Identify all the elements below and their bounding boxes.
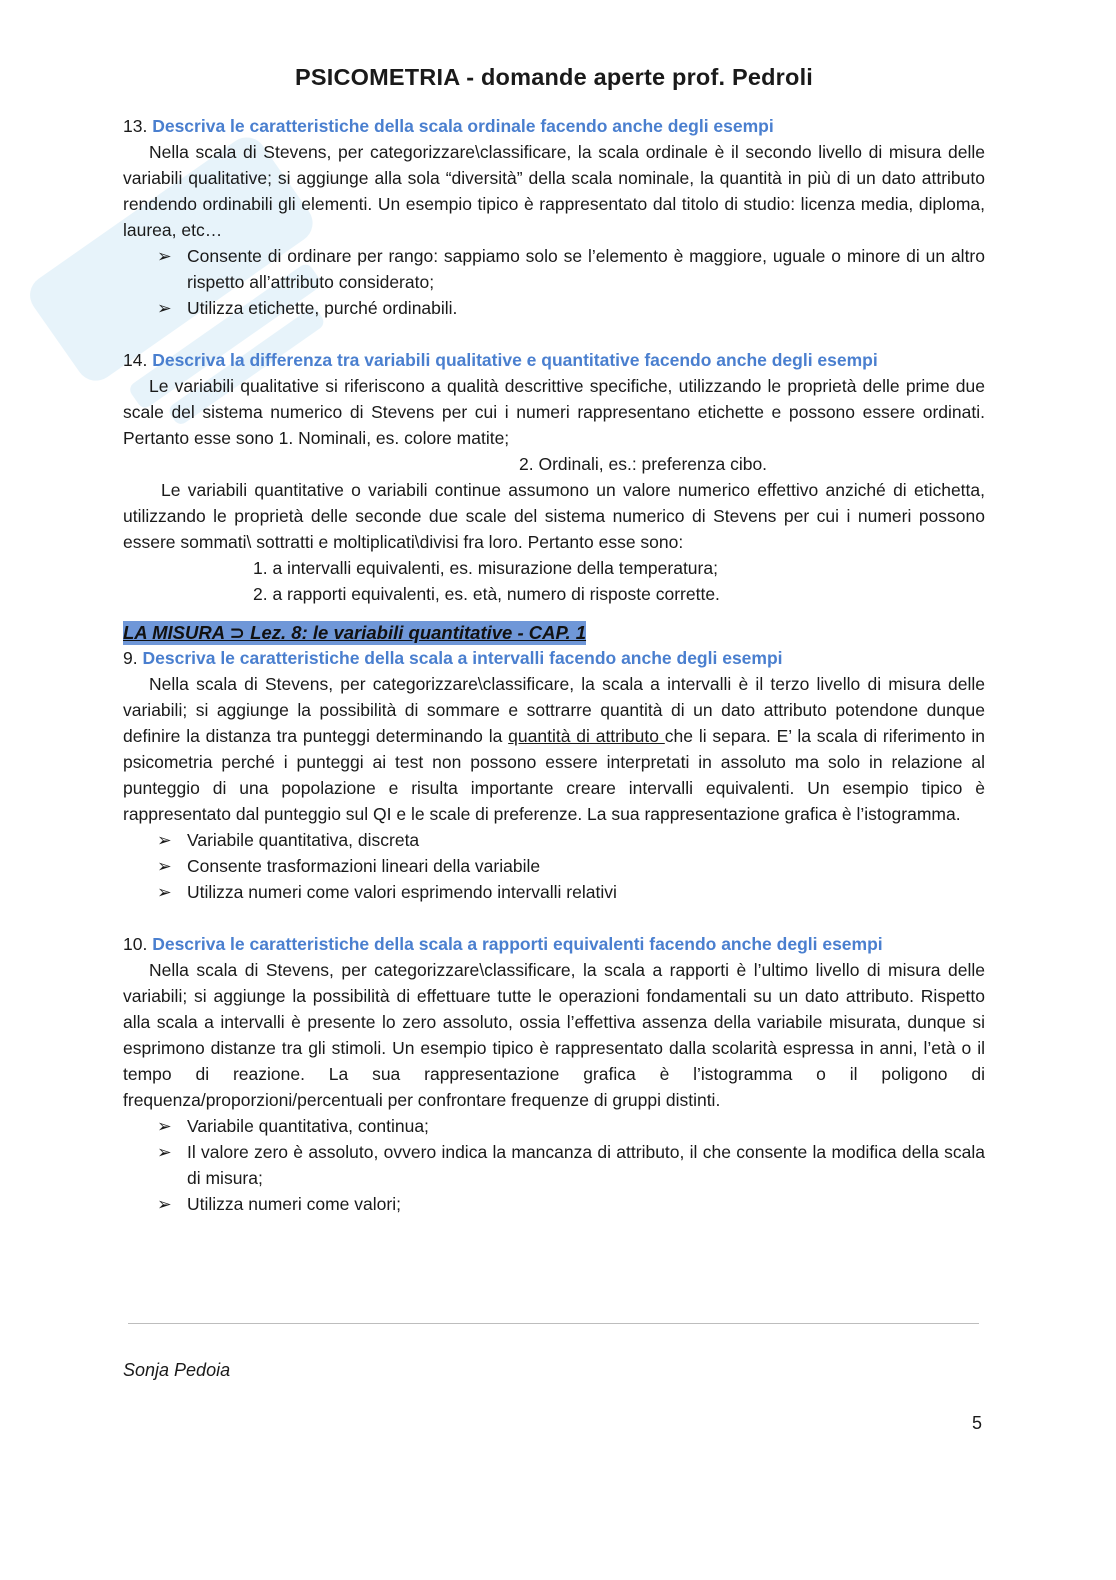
bullet-list <box>123 243 985 321</box>
answer-paragraph: Nella scala di Stevens, per categorizzare\classificare, la scala ordinale è il secondo livello di misura delle variabili qualitative; si aggiunge alla sola “diversità” della scala nominale, la quantità in più di un dato attributo rendendo ordinabili gli elementi. Un esempio tipico è rappresentato dal titolo di studio: licenza media, diploma, laurea, etc… <box>123 142 985 240</box>
list-item: ➢ Consente trasformazioni lineari della variabile <box>157 853 985 879</box>
arrow-bullet-icon: ➢ <box>157 1194 172 1214</box>
page-title: PSICOMETRIA - domande aperte prof. Pedroli <box>294 64 814 90</box>
list-item: ➢ Utilizza etichette, purché ordinabili. <box>157 295 985 321</box>
question-number: 9. <box>123 648 138 668</box>
arrow-bullet-icon: ➢ <box>157 246 172 266</box>
list-item: ➢ Utilizza numeri come valori esprimendo intervalli relativi <box>157 879 985 905</box>
list-item: ➢ Consente di ordinare per rango: sappiamo solo se l’elemento è maggiore, uguale o minore di un altro rispetto all’attributo considerato; <box>157 243 985 295</box>
arrow-bullet-icon: ➢ <box>157 1142 172 1162</box>
document-page <box>123 64 985 1217</box>
question-13 <box>123 113 985 139</box>
answer-line: 2. Ordinali, es.: preferenza cibo. <box>519 454 768 474</box>
bullet-list <box>123 827 985 905</box>
question-text: Descriva le caratteristiche della scala ordinale facendo anche degli esempi <box>152 116 774 136</box>
footer-divider <box>128 1323 979 1324</box>
answer-paragraph: Le variabili quantitative o variabili continue assumono un valore numerico effettivo anziché di etichetta, utilizzando le proprietà delle seconde due scale del sistema numerico di Stevens per cui i numeri possono essere sommati\ sottratti e moltiplicati\divisi fra loro. Pertanto esse sono: <box>123 480 985 552</box>
answer-line: 1. a intervalli equivalenti, es. misurazione della temperatura; <box>253 558 718 578</box>
arrow-bullet-icon: ➢ <box>157 830 172 850</box>
arrow-bullet-icon: ➢ <box>157 882 172 902</box>
question-text: Descriva le caratteristiche della scala a rapporti equivalenti facendo anche degli esempi <box>152 934 883 954</box>
footer-author: Sonja Pedoia <box>123 1360 231 1380</box>
bullet-list <box>123 1113 985 1217</box>
list-item: ➢ Variabile quantitativa, continua; <box>157 1113 985 1139</box>
question-14 <box>123 347 985 373</box>
arrow-bullet-icon: ➢ <box>157 1116 172 1136</box>
question-number: 10. <box>123 934 148 954</box>
answer-paragraph: Nella scala di Stevens, per categorizzare\classificare, la scala a rapporti è l’ultimo livello di misura delle variabili; si aggiunge la possibilità di effettuare tutte le operazioni fondamentali su un dato attributo. Rispetto alla scala a intervalli è presente lo zero assoluto, ossia l’effettiva assenza della variabile misurata, dunque si esprimono distanze tra gli stimoli. Un esempio tipico è rappresentato dalla scolarità espressa in anni, l’età o il tempo di reazione. La sua rappresentazione grafica è l’istogramma o il poligono di frequenza/proporzioni/percentuali per confrontare frequenze di gruppi distinti. <box>123 960 985 1110</box>
answer-paragraph: Nella scala di Stevens, per categorizzare\classificare, la scala a intervalli è il terzo livello di misura delle variabili; si aggiunge la possibilità di sommare e sottrarre quantità di un dato attributo potendone dunque definire la distanza tra punteggi determinando la quantità di attributo che li separa. E’ la scala di riferimento in psicometria perché i punteggi ai test non possono essere interpretati in assoluto ma solo in relazione al punteggio di una popolazione e risulta importante creare intervalli equivalenti. Un esempio tipico è rappresentato dal punteggio sul QI e le scale di preferenze. La sua rappresentazione grafica è l’istogramma. <box>123 674 986 824</box>
page-number: 5 <box>972 1413 983 1433</box>
question-text: Descriva la differenza tra variabili qualitative e quantitative facendo anche degli esempi <box>152 350 878 370</box>
question-9 <box>123 645 985 671</box>
list-item: ➢ Variabile quantitativa, discreta <box>157 827 985 853</box>
arrow-bullet-icon: ➢ <box>157 856 172 876</box>
list-item: ➢ Utilizza numeri come valori; <box>157 1191 985 1217</box>
answer-paragraph: Le variabili qualitative si riferiscono a qualità descrittive specifiche, utilizzando le proprietà delle prime due scale del sistema numerico di Stevens per cui i numeri rappresentano etichette e possono essere ordinati. Pertanto esse sono 1. Nominali, es. colore matite; <box>123 376 985 448</box>
arrow-bullet-icon: ➢ <box>157 298 172 318</box>
section-heading: LA MISURA ⊃ Lez. 8: le variabili quantitative - CAP. 1 <box>123 622 587 643</box>
answer-line: 2. a rapporti equivalenti, es. età, numero di risposte corrette. <box>253 584 720 604</box>
underlined-term: quantità di attributo <box>508 726 665 746</box>
question-10 <box>123 931 985 957</box>
question-number: 13. <box>123 116 148 136</box>
list-item: ➢ Il valore zero è assoluto, ovvero indica la mancanza di attributo, il che consente la modifica della scala di misura; <box>157 1139 985 1191</box>
question-number: 14. <box>123 350 148 370</box>
question-text: Descriva le caratteristiche della scala a intervalli facendo anche degli esempi <box>142 648 783 668</box>
